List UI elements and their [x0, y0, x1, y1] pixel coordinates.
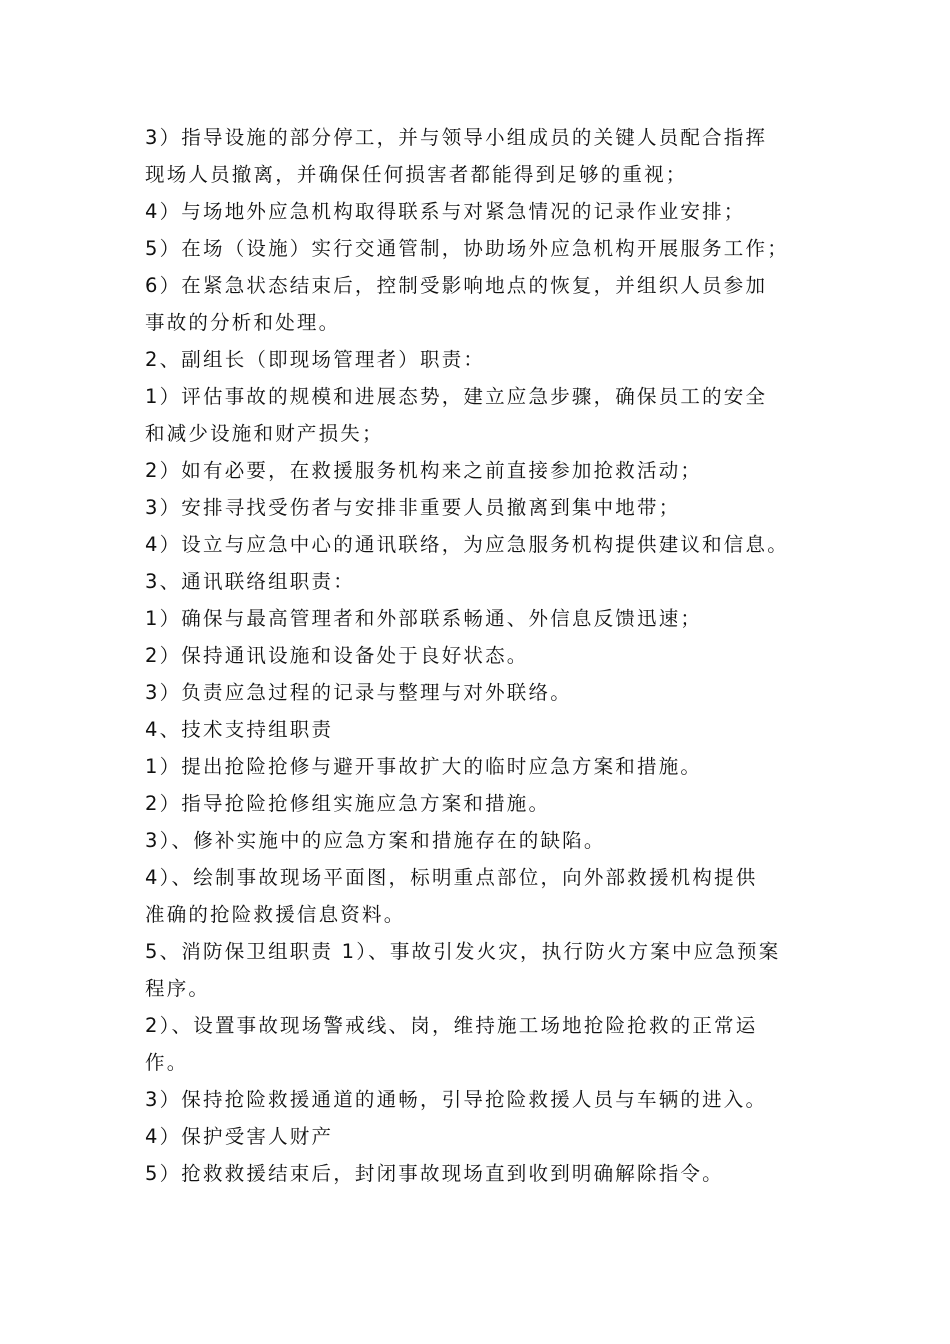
text-line: 2）、设置事故现场警戒线、岗，维持施工场地抢险抢救的正常运 — [145, 1014, 758, 1037]
text-line: 3）、修补实施中的应急方案和措施存在的缺陷。 — [145, 829, 606, 852]
text-line: 2）保持通讯设施和设备处于良好状态。 — [145, 644, 529, 667]
text-line: 和减少设施和财产损失； — [145, 422, 384, 445]
section-heading: 4、技术支持组职责 — [145, 718, 334, 741]
text-line: 1）提出抢险抢修与避开事故扩大的临时应急方案和措施。 — [145, 755, 703, 778]
text-line: 4）保护受害人财产 — [145, 1125, 334, 1148]
text-line: 3）负责应急过程的记录与整理与对外联络。 — [145, 681, 572, 704]
text-line: 4）与场地外应急机构取得联系与对紧急情况的记录作业安排； — [145, 200, 746, 223]
text-line: 3）安排寻找受伤者与安排非重要人员撤离到集中地带； — [145, 496, 681, 519]
document-body — [145, 119, 810, 1192]
text-line: 1）确保与最高管理者和外部联系畅通、外信息反馈迅速； — [145, 607, 703, 630]
text-line: 3）指导设施的部分停工，并与领导小组成员的关键人员配合指挥 — [145, 126, 768, 149]
text-line: 4）设立与应急中心的通讯联络，为应急服务机构提供建议和信息。 — [145, 533, 789, 556]
text-line: 现场人员撤离，并确保任何损害者都能得到足够的重视； — [145, 163, 688, 186]
text-line: 6）在紧急状态结束后，控制受影响地点的恢复，并组织人员参加 — [145, 274, 768, 297]
text-line: 程序。 — [145, 977, 211, 1000]
text-line: 2）指导抢险抢修组实施应急方案和措施。 — [145, 792, 551, 815]
text-line: 事故的分析和处理。 — [145, 311, 341, 334]
text-line: 4）、绘制事故现场平面图，标明重点部位，向外部救援机构提供 — [145, 866, 758, 889]
text-line: 3）保持抢险救援通道的通畅，引导抢险救援人员与车辆的进入。 — [145, 1088, 768, 1111]
section-heading: 5、消防保卫组职责 1）、事故引发火灾，执行防火方案中应急预案 — [145, 940, 781, 963]
section-heading: 3、通讯联络组职责： — [145, 570, 355, 593]
text-line: 准确的抢险救援信息资料。 — [145, 903, 406, 926]
text-line: 5）在场（设施）实行交通管制，协助场外应急机构开展服务工作； — [145, 237, 789, 260]
section-heading: 2、副组长（即现场管理者）职责： — [145, 348, 486, 371]
text-line: 作。 — [145, 1051, 189, 1074]
text-line: 1）评估事故的规模和进展态势，建立应急步骤，确保员工的安全 — [145, 385, 768, 408]
text-line: 2）如有必要，在救援服务机构来之前直接参加抢救活动； — [145, 459, 703, 482]
text-line: 5）抢救救援结束后，封闭事故现场直到收到明确解除指令。 — [145, 1162, 724, 1185]
